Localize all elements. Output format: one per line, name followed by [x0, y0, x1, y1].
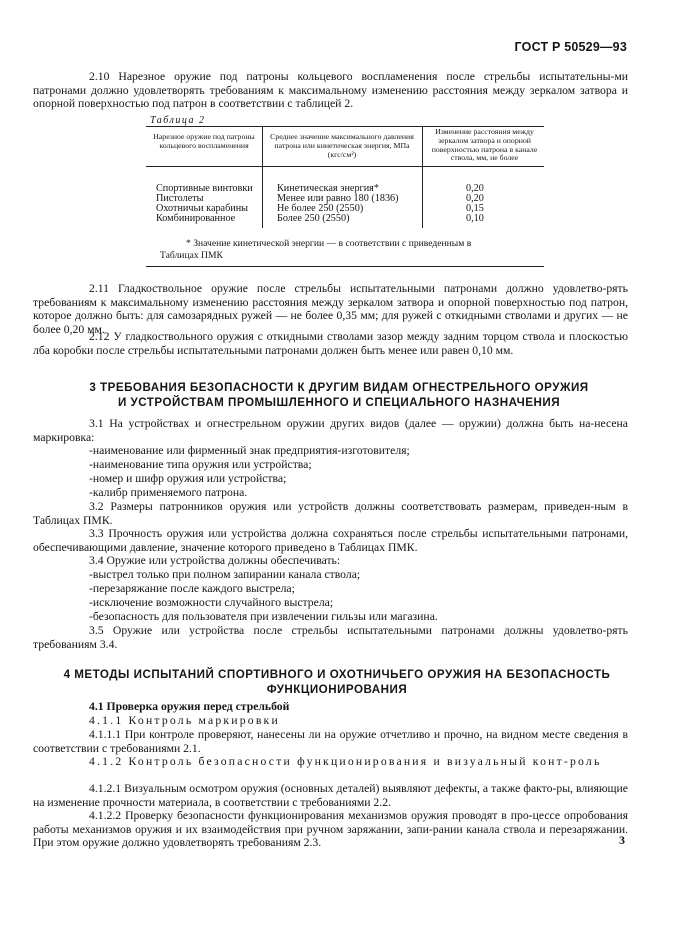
- section-3-title-line: И УСТРОЙСТВАМ ПРОМЫШЛЕННОГО И СПЕЦИАЛЬНОГО НАЗНАЧЕНИЯ: [117, 396, 561, 409]
- table-col-divider-2: [422, 126, 423, 228]
- table-row-type: Спортивные винтовки: [156, 183, 253, 194]
- table-2: [146, 126, 544, 266]
- page-number: 3: [619, 833, 625, 847]
- paragraph-2-12: 2.12 У гладкоствольного оружия с откидными стволами зазор между задним торцом ствола и плоскостью лба коробки после стрельбы испытательными патронами должен быть менее или равен 0,10 мм.: [33, 330, 628, 357]
- section-4-title-line: 4 МЕТОДЫ ИСПЫТАНИЙ СПОРТИВНОГО И ОХОТНИЧЬЕГО ОРУЖИЯ НА БЕЗОПАСНОСТЬ: [63, 668, 611, 681]
- requirement-list-item: -исключение возможности случайного выстрела;: [89, 596, 334, 609]
- table-header-change: Изменение расстояния между зеркалом затвора и опорной поверхностью патрона в канале ствола, мм, не более: [431, 127, 538, 163]
- subsection-4-1-heading: 4.1 Проверка оружия перед стрельбой: [89, 700, 290, 713]
- paragraph-3-4: 3.4 Оружие или устройства должны обеспечивать:: [89, 554, 341, 567]
- marking-list-item: -наименование или фирменный знак предприятия-изготовителя;: [89, 444, 410, 457]
- table-row-pressure: Более 250 (2550): [277, 213, 350, 224]
- table-bottom-border: [146, 266, 544, 267]
- table-col-divider-1: [262, 126, 263, 228]
- paragraph-3-1: 3.1 На устройствах и огнестрельном оружии других видов (далее — оружии) должна быть на-несена маркировка:: [33, 417, 628, 444]
- paragraph-2-10: 2.10 Нарезное оружие под патроны кольцевого воспламенения после стрельбы испытательны-ми патронами должно удовлетворять требованиям к максимальному изменению расстояния между зеркалом затвора и опорной поверхностью под патрон в соответствии с таблицей 2.: [33, 70, 628, 111]
- table-footnote: * Значение кинетической энергии — в соответствии с приведенным в: [186, 238, 472, 249]
- table-header-border: [146, 166, 544, 167]
- section-3-title-line: 3 ТРЕБОВАНИЯ БЕЗОПАСНОСТИ К ДРУГИМ ВИДАМ ОГНЕСТРЕЛЬНОГО ОРУЖИЯ: [89, 381, 589, 394]
- standard-header: ГОСТ Р 50529—93: [514, 40, 627, 54]
- section-3-title: [33, 380, 645, 410]
- paragraph-2-11: 2.11 Гладкоствольное оружие после стрельбы испытательными патронами должно удовлетво-рять требованиям к максимальному изменению расстояния между зеркалом затвора и опорной поверхностью под патрон, которое должно быть: для самозарядных ружей — не более 0,35 мм; для ружей с откидными стволами и других — не более 0,20 мм.: [33, 282, 628, 336]
- table-header-pressure: Среднее значение максимального давления патрона или кинетическая энергия, МПа (кгс/см²): [270, 132, 414, 159]
- table-header-type: Нарезное оружие под патроны кольцевого воспламенения: [153, 132, 255, 150]
- section-4-title-line: ФУНКЦИОНИРОВАНИЯ: [266, 683, 408, 696]
- paragraph-3-5: 3.5 Оружие или устройства после стрельбы испытательными патронами должны удовлетво-рять требованиям 3.4.: [33, 624, 628, 651]
- table-row-change: 0,15: [466, 203, 484, 214]
- paragraph-4-1-2-2: 4.1.2.2 Проверку безопасности функционирования механизмов оружия проводят в про-цессе опробования работы механизмов оружия и их взаимодействия при ручном заряжании, запи-рании канала ствола и перезаряжании. При этом оружие должно удовлетворять требованиям 2.3.: [33, 809, 628, 850]
- requirement-list-item: -безопасность для пользователя при извлечении гильзы или магазина.: [89, 610, 438, 623]
- marking-list-item: -калибр применяемого патрона.: [89, 486, 248, 499]
- marking-list-item: -номер и шифр оружия или устройства;: [89, 472, 287, 485]
- table-row-pressure: Менее или равно 180 (1836): [277, 193, 399, 204]
- table-footnote: Таблицах ПМК: [160, 250, 223, 261]
- paragraph-4-1-2-1: 4.1.2.1 Визуальным осмотром оружия (основных деталей) выявляют дефекты, а также факто-ры, влияющие на изменение прочности материала, в соответствии с требованиями 2.2.: [33, 782, 628, 809]
- table-row-pressure: Кинетическая энергия*: [277, 183, 379, 194]
- table-row-change: 0,20: [466, 183, 484, 194]
- marking-list-item: -наименование типа оружия или устройства;: [89, 458, 312, 471]
- table-row-pressure: Не более 250 (2550): [277, 203, 364, 214]
- table-row-type: Пистолеты: [156, 193, 204, 204]
- requirement-list-item: -перезаряжание после каждого выстрела;: [89, 582, 295, 595]
- subsection-4-1-2-heading: 4.1.2 Контроль безопасности функционирования и визуальный конт-роль: [89, 755, 602, 768]
- table-row-change: 0,10: [466, 213, 484, 224]
- table-row-type: Охотничьи карабины: [156, 203, 249, 214]
- paragraph-4-1-1-1: 4.1.1.1 При контроле проверяют, нанесены ли на оружие отчетливо и прочно, на видном месте сведения в соответствии с требованиями 2.1.: [33, 728, 628, 755]
- section-4-title: [22, 667, 652, 697]
- table-caption: Таблица 2: [150, 115, 206, 126]
- table-row-change: 0,20: [466, 193, 484, 204]
- subsection-4-1-1-heading: 4.1.1 Контроль маркировки: [89, 714, 280, 727]
- requirement-list-item: -выстрел только при полном запирании канала ствола;: [89, 568, 361, 581]
- paragraph-3-3: 3.3 Прочность оружия или устройства должна сохраняться после стрельбы испытательными патронами, обеспечивающими давление, значение которого приведено в Таблицах ПМК.: [33, 527, 628, 554]
- paragraph-3-2: 3.2 Размеры патронников оружия или устройств должны соответствовать размерам, приведен-ным в Таблицах ПМК.: [33, 500, 628, 527]
- table-row-type: Комбинированное: [156, 213, 236, 224]
